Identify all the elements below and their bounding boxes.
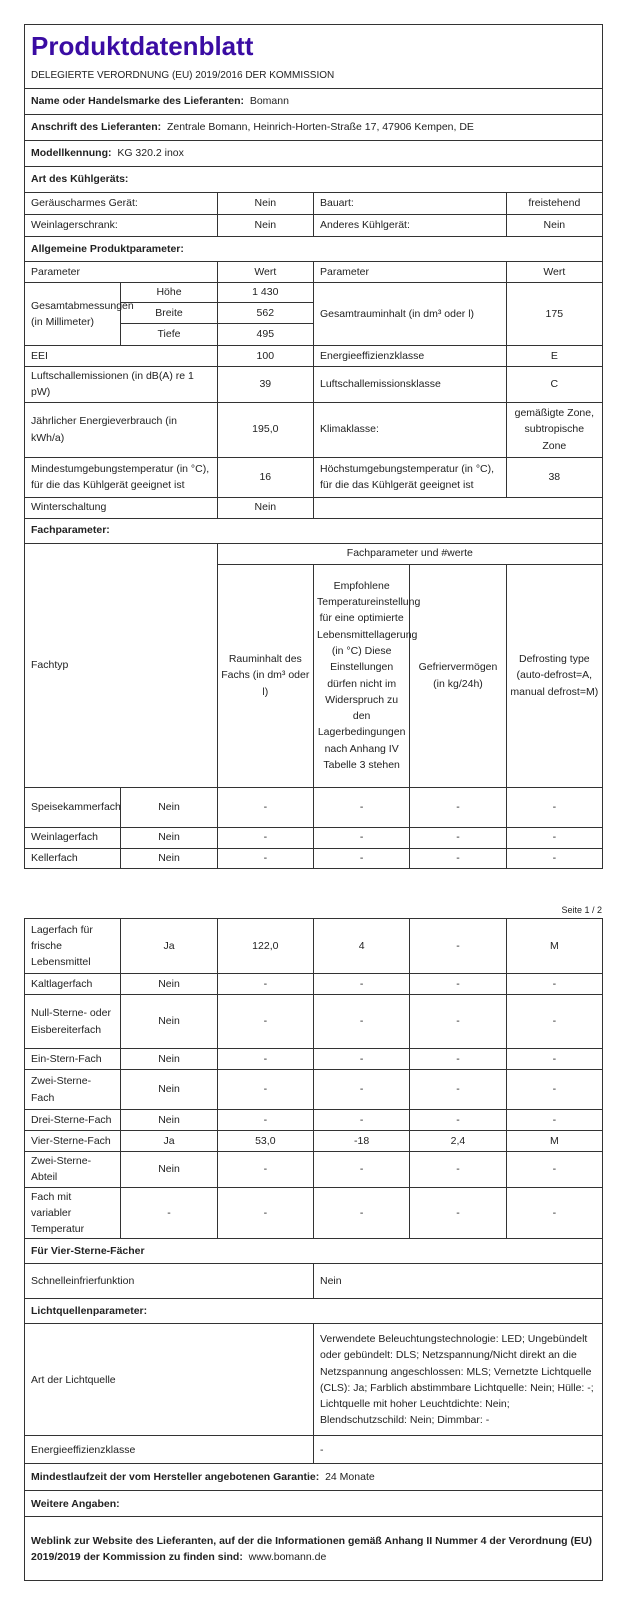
fach-value: 53,0 <box>217 1131 313 1152</box>
col-temperature-header: Empfohlene Temperatureinstellung für eine optimierte Lebensmittellagerung (in °C) Diese Einstellungen dürfen nicht im Widerspruch zu den Lagerbedingungen nach Anhang IV Tabelle 3 stehen <box>313 564 409 787</box>
fach-value: - <box>410 1070 506 1110</box>
light-heading: Lichtquellenparameter: <box>25 1299 603 1324</box>
fach-name: Zwei-Sterne-Fach <box>25 1070 121 1110</box>
fach-row <box>25 1070 603 1110</box>
fach-value: Nein <box>121 995 217 1049</box>
fach-value: - <box>506 1049 602 1070</box>
light-source-label: Art der Lichtquelle <box>25 1324 314 1436</box>
eei-label: EEI <box>25 346 218 367</box>
fach-value: Ja <box>121 1131 217 1152</box>
fach-value: - <box>313 995 409 1049</box>
fach-value: - <box>410 974 506 995</box>
eei-value: 100 <box>217 346 313 367</box>
fach-value: - <box>506 995 602 1049</box>
more-heading: Weitere Angaben: <box>25 1491 603 1517</box>
param-header-2: Parameter <box>313 262 506 283</box>
address-row <box>25 115 603 141</box>
fach-row <box>25 848 603 868</box>
fachtyp-header: Fachtyp <box>25 543 218 787</box>
fach-value: - <box>313 1070 409 1110</box>
fach-value: - <box>506 1110 602 1131</box>
fach-value: - <box>313 1187 409 1239</box>
general-heading: Allgemeine Produktparameter: <box>25 237 603 262</box>
depth-label: Tiefe <box>121 324 217 346</box>
winter-label: Winterschaltung <box>25 497 218 518</box>
noise-class-value: C <box>506 367 602 403</box>
noise-value: 39 <box>217 367 313 403</box>
fach-value: Nein <box>121 974 217 995</box>
fach-value: - <box>313 787 409 827</box>
fach-value: - <box>313 1152 409 1188</box>
fach-row <box>25 919 603 974</box>
fach-group-header: Fachparameter und #werte <box>217 543 602 564</box>
col-freezing-header: Gefriervermögen (in kg/24h) <box>410 564 506 787</box>
design-label: Bauart: <box>313 193 506 215</box>
depth-value: 495 <box>217 324 313 346</box>
supplier-label: Name oder Handelsmarke des Lieferanten: <box>31 95 244 108</box>
fach-value: - <box>410 919 506 974</box>
height-label: Höhe <box>121 283 217 303</box>
fach-value: Nein <box>121 1152 217 1188</box>
fach-name: Zwei-Sterne-Abteil <box>25 1152 121 1188</box>
fach-value: - <box>217 1187 313 1239</box>
fach-value: -18 <box>313 1131 409 1152</box>
fach-name: Weinlagerfach <box>25 827 121 848</box>
fach-value: - <box>313 974 409 995</box>
empty-cell <box>313 497 602 518</box>
fach-value: - <box>506 787 602 827</box>
fach-value: - <box>506 1070 602 1110</box>
fach-name: Ein-Stern-Fach <box>25 1049 121 1070</box>
fach-value: Nein <box>121 1049 217 1070</box>
energy-class-label: Energieeffizienzklasse <box>313 346 506 367</box>
warranty-row <box>25 1464 603 1491</box>
fach-row <box>25 1049 603 1070</box>
fach-name: Lagerfach für frische Lebensmittel <box>25 919 121 974</box>
four-star-heading: Für Vier-Sterne-Fächer <box>25 1239 603 1264</box>
fach-value: - <box>506 827 602 848</box>
fach-value: - <box>217 827 313 848</box>
energy-consumption-value: 195,0 <box>217 402 313 457</box>
design-value: freistehend <box>506 193 602 215</box>
supplier-row <box>25 89 603 115</box>
col-volume-header: Rauminhalt des Fachs (in dm³ oder l) <box>217 564 313 787</box>
noise-class-label: Luftschallemissionsklasse <box>313 367 506 403</box>
value-header-2: Wert <box>506 262 602 283</box>
fach-value: - <box>217 848 313 868</box>
fach-value: - <box>506 848 602 868</box>
energy-consumption-label: Jährlicher Energieverbrauch (in kWh/a) <box>25 402 218 457</box>
address-label: Anschrift des Lieferanten: <box>31 121 162 134</box>
fach-name: Kaltlagerfach <box>25 974 121 995</box>
weblink-value[interactable]: www.bomann.de <box>248 1550 327 1563</box>
fach-value: - <box>410 787 506 827</box>
header-cell <box>25 25 603 89</box>
weblink-label: Weblink zur Website des Lieferanten, auf der die Informationen gemäß Anhang II Nummer 4 der Verordnung (EU) 2019/2019 der Kommission zu finden sind: <box>31 1534 593 1563</box>
fach-name: Drei-Sterne-Fach <box>25 1110 121 1131</box>
fach-value: - <box>217 1110 313 1131</box>
fach-value: - <box>410 1110 506 1131</box>
address-value: Zentrale Bomann, Heinrich-Horten-Straße 17, 47906 Kempen, DE <box>166 121 474 134</box>
fach-name: Fach mit variabler Temperatur <box>25 1187 121 1239</box>
fach-row <box>25 974 603 995</box>
type-heading: Art des Kühlgeräts: <box>25 167 603 193</box>
fach-value: Nein <box>121 1070 217 1110</box>
fach-value: - <box>410 827 506 848</box>
dimensions-label: Gesamtabmessungen (in Millimeter) <box>25 283 121 346</box>
fach-value: M <box>506 1131 602 1152</box>
winter-value: Nein <box>217 497 313 518</box>
page-title: Produktdatenblatt <box>31 31 254 62</box>
fach-value: M <box>506 919 602 974</box>
max-temp-value: 38 <box>506 457 602 497</box>
fach-value: - <box>313 848 409 868</box>
climate-class-value: gemäßigte Zone, subtropische Zone <box>506 402 602 457</box>
fach-value: - <box>217 1070 313 1110</box>
height-value: 1 430 <box>217 283 313 303</box>
low-noise-label: Geräuscharmes Gerät: <box>25 193 218 215</box>
supplier-value: Bomann <box>249 95 289 108</box>
climate-class-label: Klimaklasse: <box>313 402 506 457</box>
volume-label: Gesamtrauminhalt (in dm³ oder l) <box>313 283 506 346</box>
other-appliance-value: Nein <box>506 215 602 237</box>
fach-value: - <box>506 1187 602 1239</box>
fach-heading: Fachparameter: <box>25 518 603 543</box>
light-eec-label: Energieeffizienzklasse <box>25 1436 314 1464</box>
fach-value: - <box>217 1049 313 1070</box>
model-value: KG 320.2 inox <box>117 147 184 160</box>
wine-cabinet-label: Weinlagerschrank: <box>25 215 218 237</box>
min-temp-label: Mindestumgebungstemperatur (in °C), für die das Kühlgerät geeignet ist <box>25 457 218 497</box>
fach-row <box>25 787 603 827</box>
datasheet-page-1 <box>24 24 603 869</box>
datasheet-page-2 <box>24 918 603 1581</box>
param-header: Parameter <box>25 262 218 283</box>
fach-value: 122,0 <box>217 919 313 974</box>
fach-row <box>25 1152 603 1188</box>
fach-value: - <box>313 1049 409 1070</box>
fach-row <box>25 1131 603 1152</box>
fach-row <box>25 1187 603 1239</box>
light-source-value: Verwendete Beleuchtungstechnologie: LED; Ungebündelt oder gebündelt: DLS; Netzspannung/Nicht direkt an die Netzspannung angeschlossen: MLS; Vernetzte Lichtquelle (CLS): Ja; Farblich abstimmbare Lichtquelle: Nein; Hülle: -; Lichtquelle mit hoher Leuchtdichte: Nein; Blendschutzschild: Nein; Dimmbar: - <box>313 1324 602 1436</box>
weblink-row <box>25 1517 603 1581</box>
wine-cabinet-value: Nein <box>217 215 313 237</box>
fach-value: - <box>217 995 313 1049</box>
quick-freeze-label: Schnelleinfrierfunktion <box>25 1264 314 1299</box>
fach-row <box>25 995 603 1049</box>
value-header: Wert <box>217 262 313 283</box>
energy-class-value: E <box>506 346 602 367</box>
light-eec-value: - <box>313 1436 602 1464</box>
fach-value: - <box>506 1152 602 1188</box>
fach-value: - <box>506 974 602 995</box>
max-temp-label: Höchstumgebungstemperatur (in °C), für die das Kühlgerät geeignet ist <box>313 457 506 497</box>
noise-label: Luftschallemissionen (in dB(A) re 1 pW) <box>25 367 218 403</box>
fach-value: Nein <box>121 1110 217 1131</box>
min-temp-value: 16 <box>217 457 313 497</box>
fach-value: - <box>217 787 313 827</box>
fach-value: - <box>217 1152 313 1188</box>
fach-name: Speisekammerfach <box>25 787 121 827</box>
warranty-label: Mindestlaufzeit der vom Hersteller angebotenen Garantie: <box>31 1471 320 1484</box>
other-appliance-label: Anderes Kühlgerät: <box>313 215 506 237</box>
warranty-value: 24 Monate <box>325 1471 375 1484</box>
fach-value: - <box>410 1187 506 1239</box>
page-number: Seite 1 / 2 <box>561 905 602 915</box>
fach-value: Ja <box>121 919 217 974</box>
fach-value: - <box>410 995 506 1049</box>
fach-row <box>25 827 603 848</box>
quick-freeze-value: Nein <box>313 1264 602 1299</box>
low-noise-value: Nein <box>217 193 313 215</box>
fach-value: - <box>313 1110 409 1131</box>
width-label: Breite <box>121 303 217 324</box>
regulation-subtitle: DELEGIERTE VERORDNUNG (EU) 2019/2016 DER KOMMISSION <box>31 70 335 82</box>
fach-name: Kellerfach <box>25 848 121 868</box>
model-row <box>25 141 603 167</box>
fach-value: - <box>410 1152 506 1188</box>
volume-value: 175 <box>506 283 602 346</box>
fach-name: Null-Sterne- oder Eisbereiterfach <box>25 995 121 1049</box>
fach-row <box>25 1110 603 1131</box>
fach-value: Nein <box>121 827 217 848</box>
width-value: 562 <box>217 303 313 324</box>
fach-value: Nein <box>121 787 217 827</box>
fach-value: Nein <box>121 848 217 868</box>
fach-value: - <box>410 848 506 868</box>
fach-value: 2,4 <box>410 1131 506 1152</box>
model-label: Modellkennung: <box>31 147 112 160</box>
fach-name: Vier-Sterne-Fach <box>25 1131 121 1152</box>
fach-value: 4 <box>313 919 409 974</box>
fach-value: - <box>121 1187 217 1239</box>
fach-value: - <box>410 1049 506 1070</box>
fach-value: - <box>217 974 313 995</box>
col-defrost-header: Defrosting type (auto-defrost=A, manual defrost=M) <box>506 564 602 787</box>
fach-value: - <box>313 827 409 848</box>
